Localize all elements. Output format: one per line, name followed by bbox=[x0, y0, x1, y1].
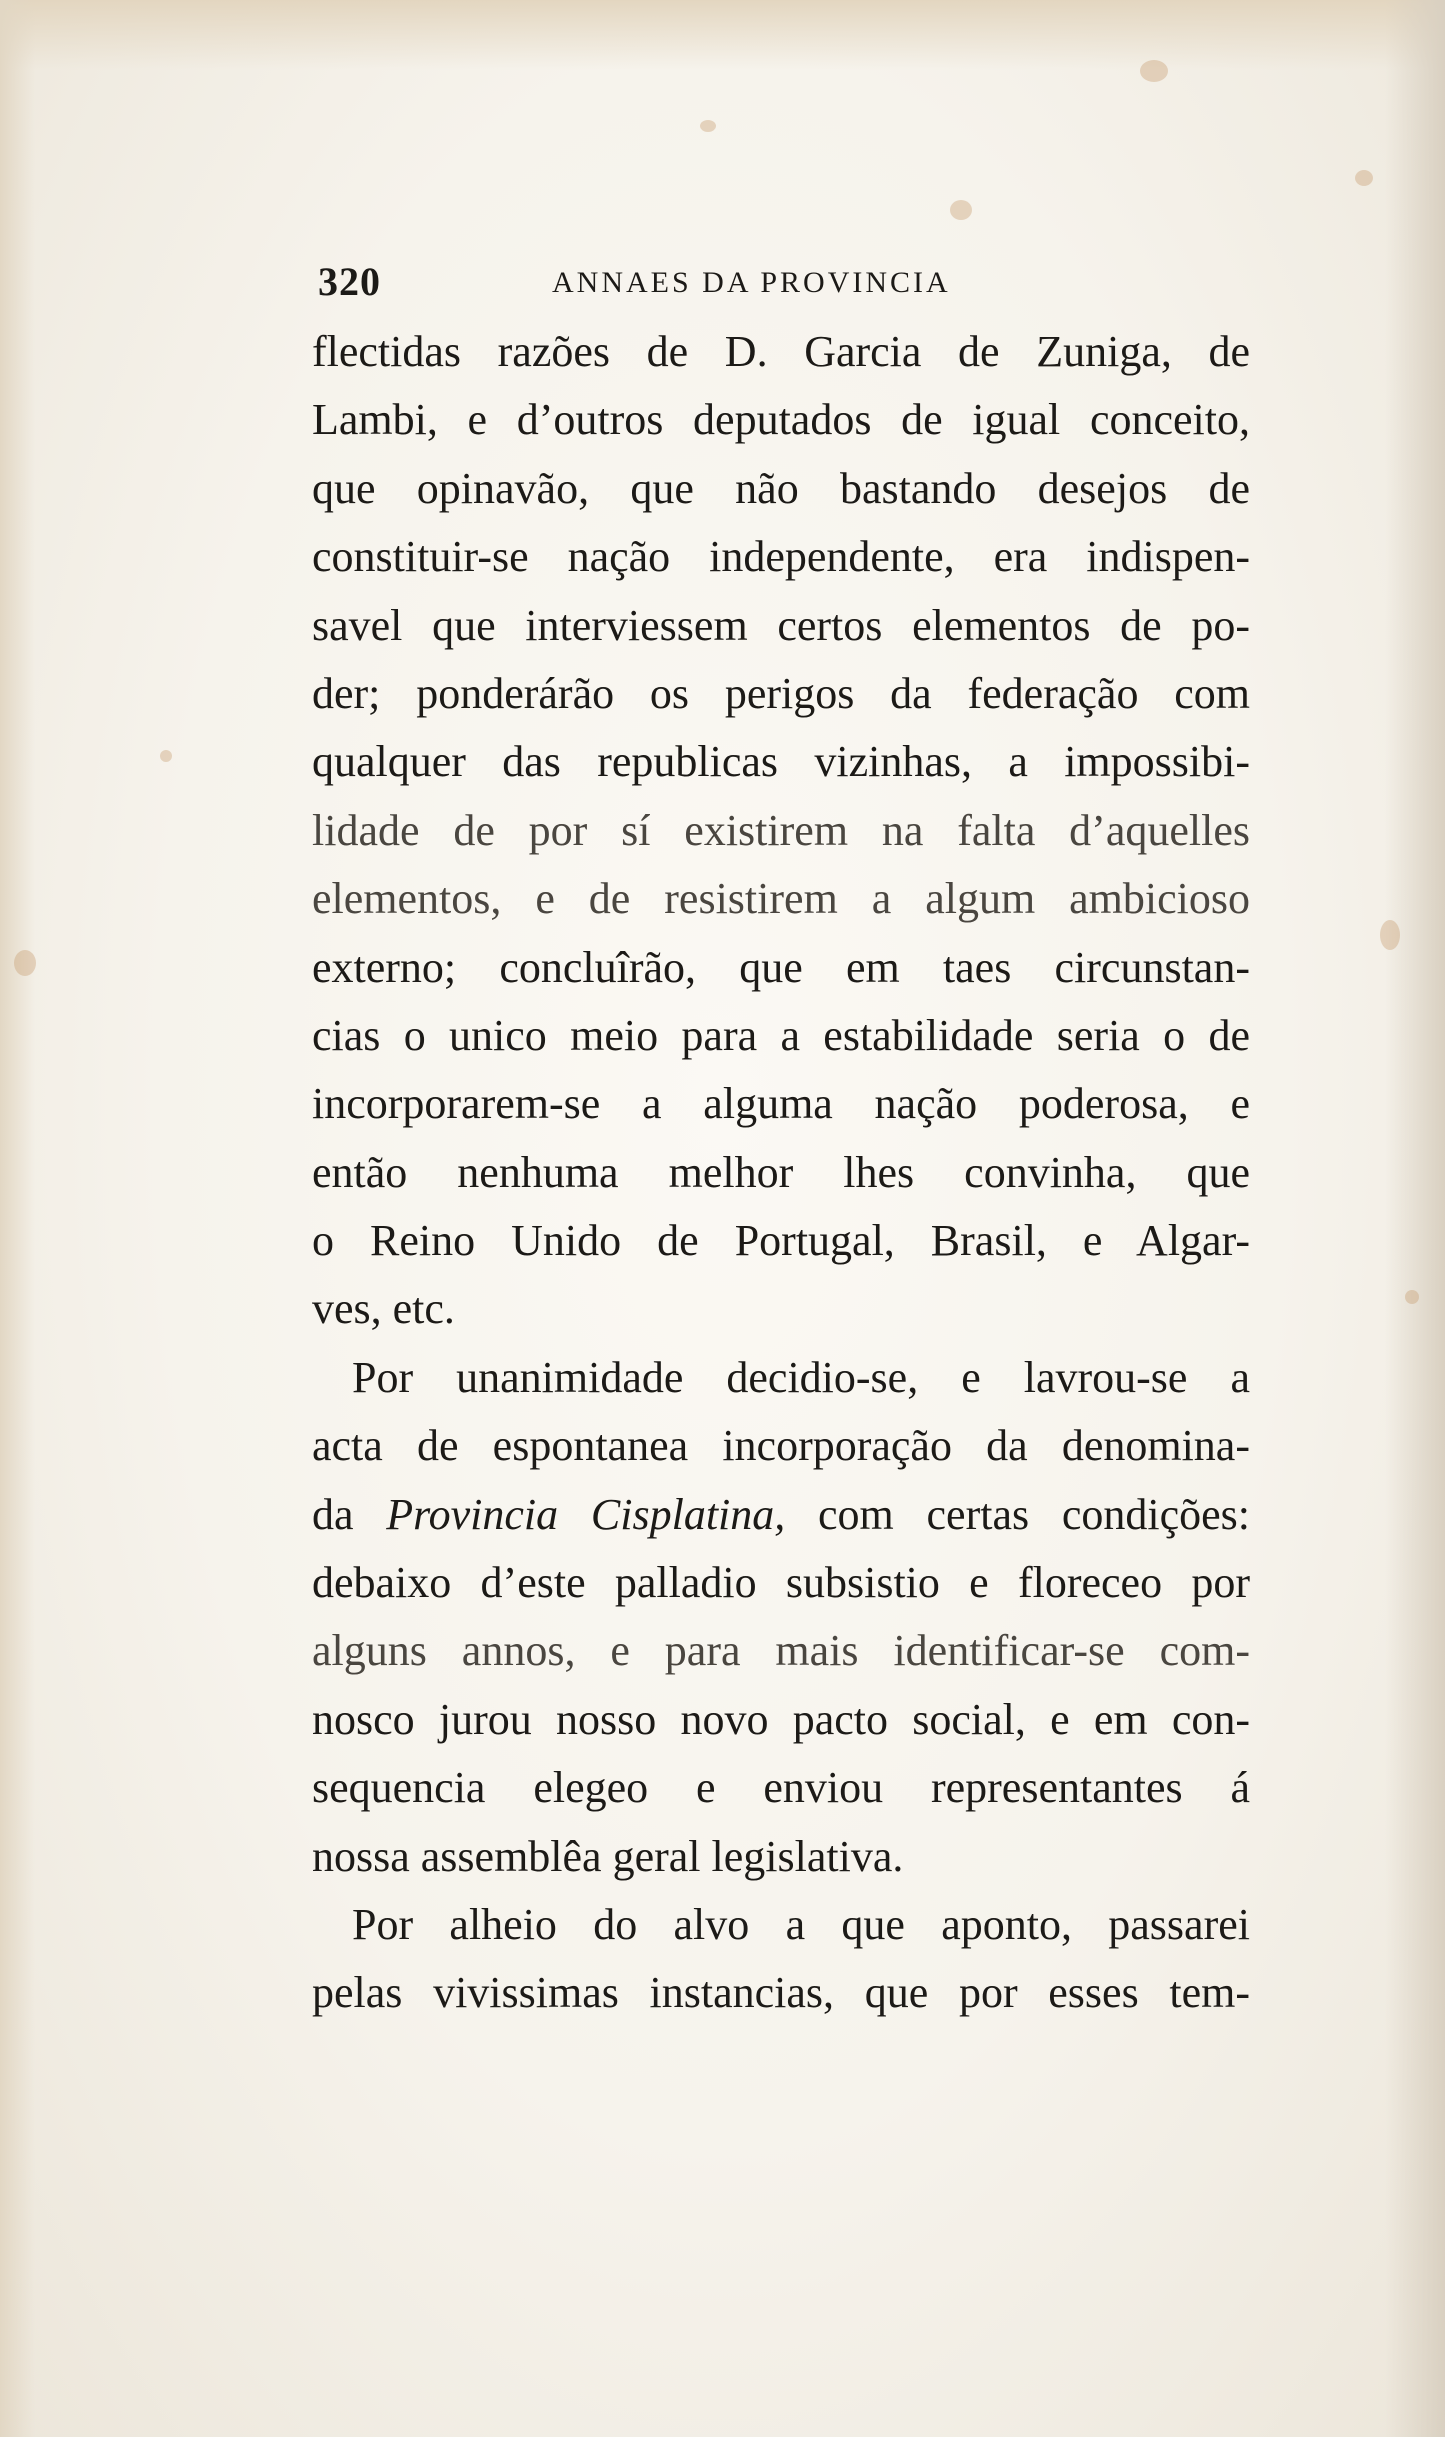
text-line: o Reino Unido de Portugal, Brasil, e Algar- bbox=[312, 1216, 1250, 1266]
foxing-spot bbox=[1405, 1290, 1419, 1304]
text-line: debaixo d’este palladio subsistio e floreceo por bbox=[312, 1558, 1250, 1608]
foxing-spot bbox=[1380, 920, 1400, 950]
foxing-spot bbox=[1140, 60, 1168, 82]
text-line: flectidas razões de D. Garcia de Zuniga, de bbox=[312, 327, 1250, 376]
text-line: externo; concluîrão, que em taes circunstan- bbox=[312, 942, 1250, 992]
text-line: cias o unico meio para a estabilidade seria o de bbox=[312, 1010, 1250, 1060]
text-line: ves, etc. bbox=[312, 1284, 455, 1334]
text-line bbox=[312, 1481, 1250, 1549]
text-line: sequencia elegeo e enviou representantes á bbox=[312, 1763, 1250, 1813]
foxing-spot bbox=[700, 120, 716, 132]
text-block bbox=[312, 258, 1250, 2028]
text-line: constituir-se nação independente, era indispen- bbox=[312, 532, 1250, 582]
text-line: então nenhuma melhor lhes convinha, que bbox=[312, 1147, 1250, 1197]
text-line: elementos, e de resistirem a algum ambicioso bbox=[312, 874, 1250, 924]
page-edge-top bbox=[0, 0, 1445, 70]
italic-term: Provincia Cisplatina, bbox=[386, 1489, 786, 1539]
page-number: 320 bbox=[318, 259, 381, 304]
running-head bbox=[312, 258, 1250, 318]
text-line: savel que interviessem certos elementos de po- bbox=[312, 600, 1250, 650]
text-line: acta de espontanea incorporação da denomina- bbox=[312, 1421, 1250, 1471]
text-segment: com certas condições: bbox=[785, 1489, 1251, 1539]
text-line: alguns annos, e para mais identificar-se com- bbox=[312, 1626, 1250, 1676]
text-line: que opinavão, que não bastando desejos de bbox=[312, 463, 1250, 513]
foxing-spot bbox=[1355, 170, 1373, 186]
foxing-spot bbox=[160, 750, 172, 762]
text-line: qualquer das republicas vizinhas, a impossibi- bbox=[312, 737, 1250, 787]
text-line: pelas vivissimas instancias, que por esses tem- bbox=[312, 1968, 1250, 2018]
text-line: Por unanimidade decidio-se, e lavrou-se a bbox=[352, 1352, 1250, 1402]
text-segment: da bbox=[312, 1489, 387, 1539]
page-edge-right bbox=[1385, 0, 1445, 2437]
running-title: ANNAES DA PROVINCIA bbox=[552, 266, 951, 299]
text-line: der; ponderárão os perigos da federação com bbox=[312, 668, 1250, 718]
text-line: nosco jurou nosso novo pacto social, e em con- bbox=[312, 1694, 1250, 1744]
text-line: nossa assemblêa geral legislativa. bbox=[312, 1831, 904, 1881]
text-line: incorporarem-se a alguma nação poderosa, e bbox=[312, 1079, 1250, 1129]
page-edge-left bbox=[0, 0, 35, 2437]
text-line: Lambi, e d’outros deputados de igual conceito, bbox=[312, 395, 1250, 445]
body-text bbox=[312, 318, 1250, 2028]
foxing-spot bbox=[14, 950, 36, 976]
text-line: lidade de por sí existirem na falta d’aquelles bbox=[312, 805, 1250, 855]
text-line: Por alheio do alvo a que aponto, passarei bbox=[352, 1899, 1250, 1949]
foxing-spot bbox=[950, 200, 972, 220]
